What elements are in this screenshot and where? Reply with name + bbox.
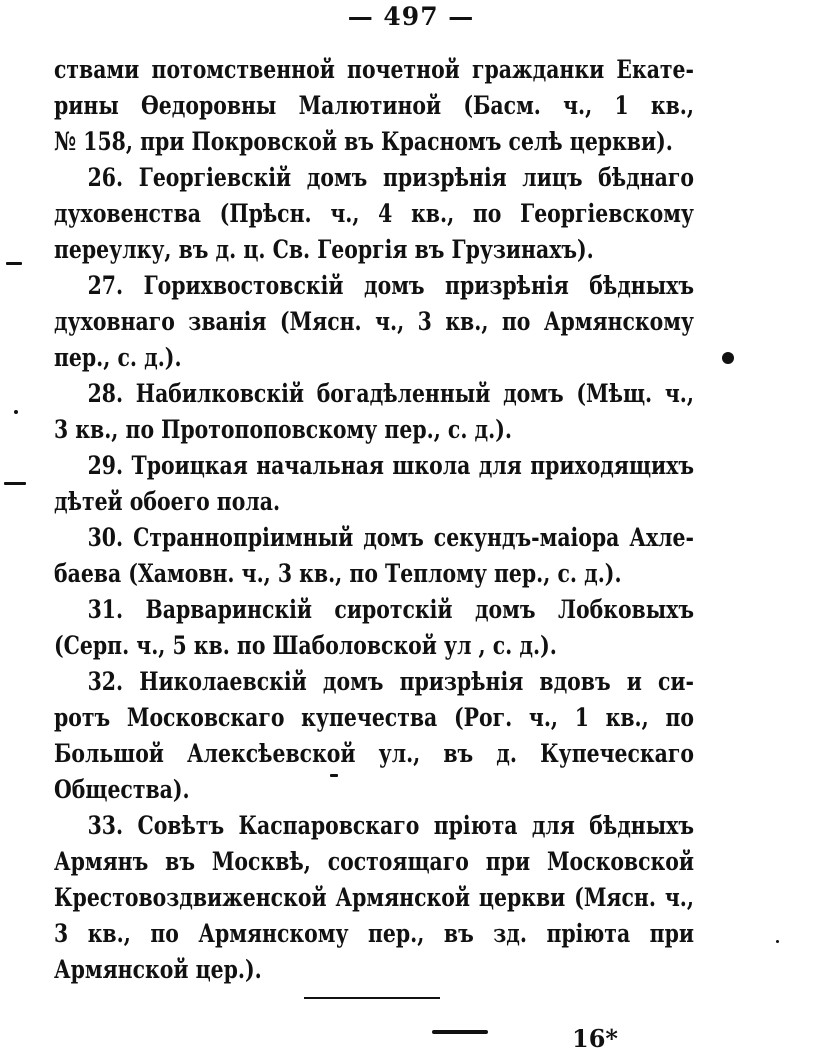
text-speck xyxy=(330,774,338,777)
text-line: пер., с. д.). xyxy=(54,343,182,373)
text-line: переулку, въ д. ц. Св. Георгія въ Грузинахъ). xyxy=(54,235,594,265)
text-line: 28. Набилковскій богадѣленный домъ (Мѣщ. ч., xyxy=(87,379,695,409)
signature-mark: 16* xyxy=(572,1024,618,1053)
entry-31 xyxy=(54,592,694,664)
entry-32 xyxy=(54,664,694,808)
text-line: 33. Совѣтъ Каспаровскаго пріюта для бѣдныхъ xyxy=(87,811,695,841)
text-line: Общества). xyxy=(54,775,190,805)
footer-dash xyxy=(432,1030,488,1034)
text-line: 3 кв., по Армянскому пер., въ зд. пріюта при xyxy=(54,919,694,949)
entry-29 xyxy=(54,448,694,520)
margin-arrow-mark xyxy=(4,482,26,485)
text-line: 26. Георгіевскій домъ призрѣнія лицъ бѣднаго xyxy=(87,163,695,193)
text-line: духовенства (Прѣсн. ч., 4 кв., по Георгіевскому xyxy=(54,199,694,229)
entry-30 xyxy=(54,520,694,592)
text-line: Крестовоздвиженской Армянской церкви (Мясн. ч., xyxy=(54,883,694,913)
paragraph-continuation xyxy=(54,52,694,160)
footer-signature-mark xyxy=(432,1018,618,1053)
section-divider xyxy=(304,997,440,999)
entry-26 xyxy=(54,160,694,268)
text-line: 27. Горихвостовскій домъ призрѣнія бѣдныхъ xyxy=(87,271,695,301)
text-line: 32. Николаевскій домъ призрѣнія вдовъ и си- xyxy=(87,667,695,697)
margin-dot xyxy=(722,352,734,364)
text-line: рины Өедоровны Малютиной (Басм. ч., 1 кв., xyxy=(54,91,694,121)
text-line: дѣтей обоего пола. xyxy=(54,487,281,517)
text-line: Армянской цер.). xyxy=(54,955,262,985)
text-line: 30. Страннопріимный домъ секундъ-маіора Ахле- xyxy=(87,523,695,553)
text-line: баева (Хамовн. ч., 3 кв., по Теплому пер., с. д.). xyxy=(54,559,622,589)
text-line: ротъ Московскаго купечества (Рог. ч., 1 кв., по xyxy=(54,703,694,733)
entry-27 xyxy=(54,268,694,376)
margin-dash-mark xyxy=(6,262,22,265)
text-line: № 158, при Покровской въ Красномъ селѣ церкви). xyxy=(54,127,673,157)
text-line: 3 кв., по Протопоповскому пер., с. д.). xyxy=(54,415,512,445)
entry-33 xyxy=(54,808,694,988)
text-line: ствами потомственной почетной гражданки Екате- xyxy=(54,55,694,85)
entry-28 xyxy=(54,376,694,448)
body-text xyxy=(54,52,694,988)
text-line: 29. Троицкая начальная школа для приходящихъ xyxy=(87,451,695,481)
text-line: Армянъ въ Москвѣ, состоящаго при Московской xyxy=(54,847,694,877)
margin-speck xyxy=(776,940,779,943)
page-number: — 497 — xyxy=(347,2,475,31)
text-line: Большой Алексѣевской ул., въ д. Купеческаго xyxy=(54,739,694,769)
text-line: (Серп. ч., 5 кв. по Шаболовской ул , с. д.). xyxy=(54,631,557,661)
margin-speck xyxy=(14,410,18,414)
text-line: духовнаго званія (Мясн. ч., 3 кв., по Армянскому xyxy=(54,307,694,337)
text-line: 31. Варваринскій сиротскій домъ Лобковыхъ xyxy=(87,595,695,625)
